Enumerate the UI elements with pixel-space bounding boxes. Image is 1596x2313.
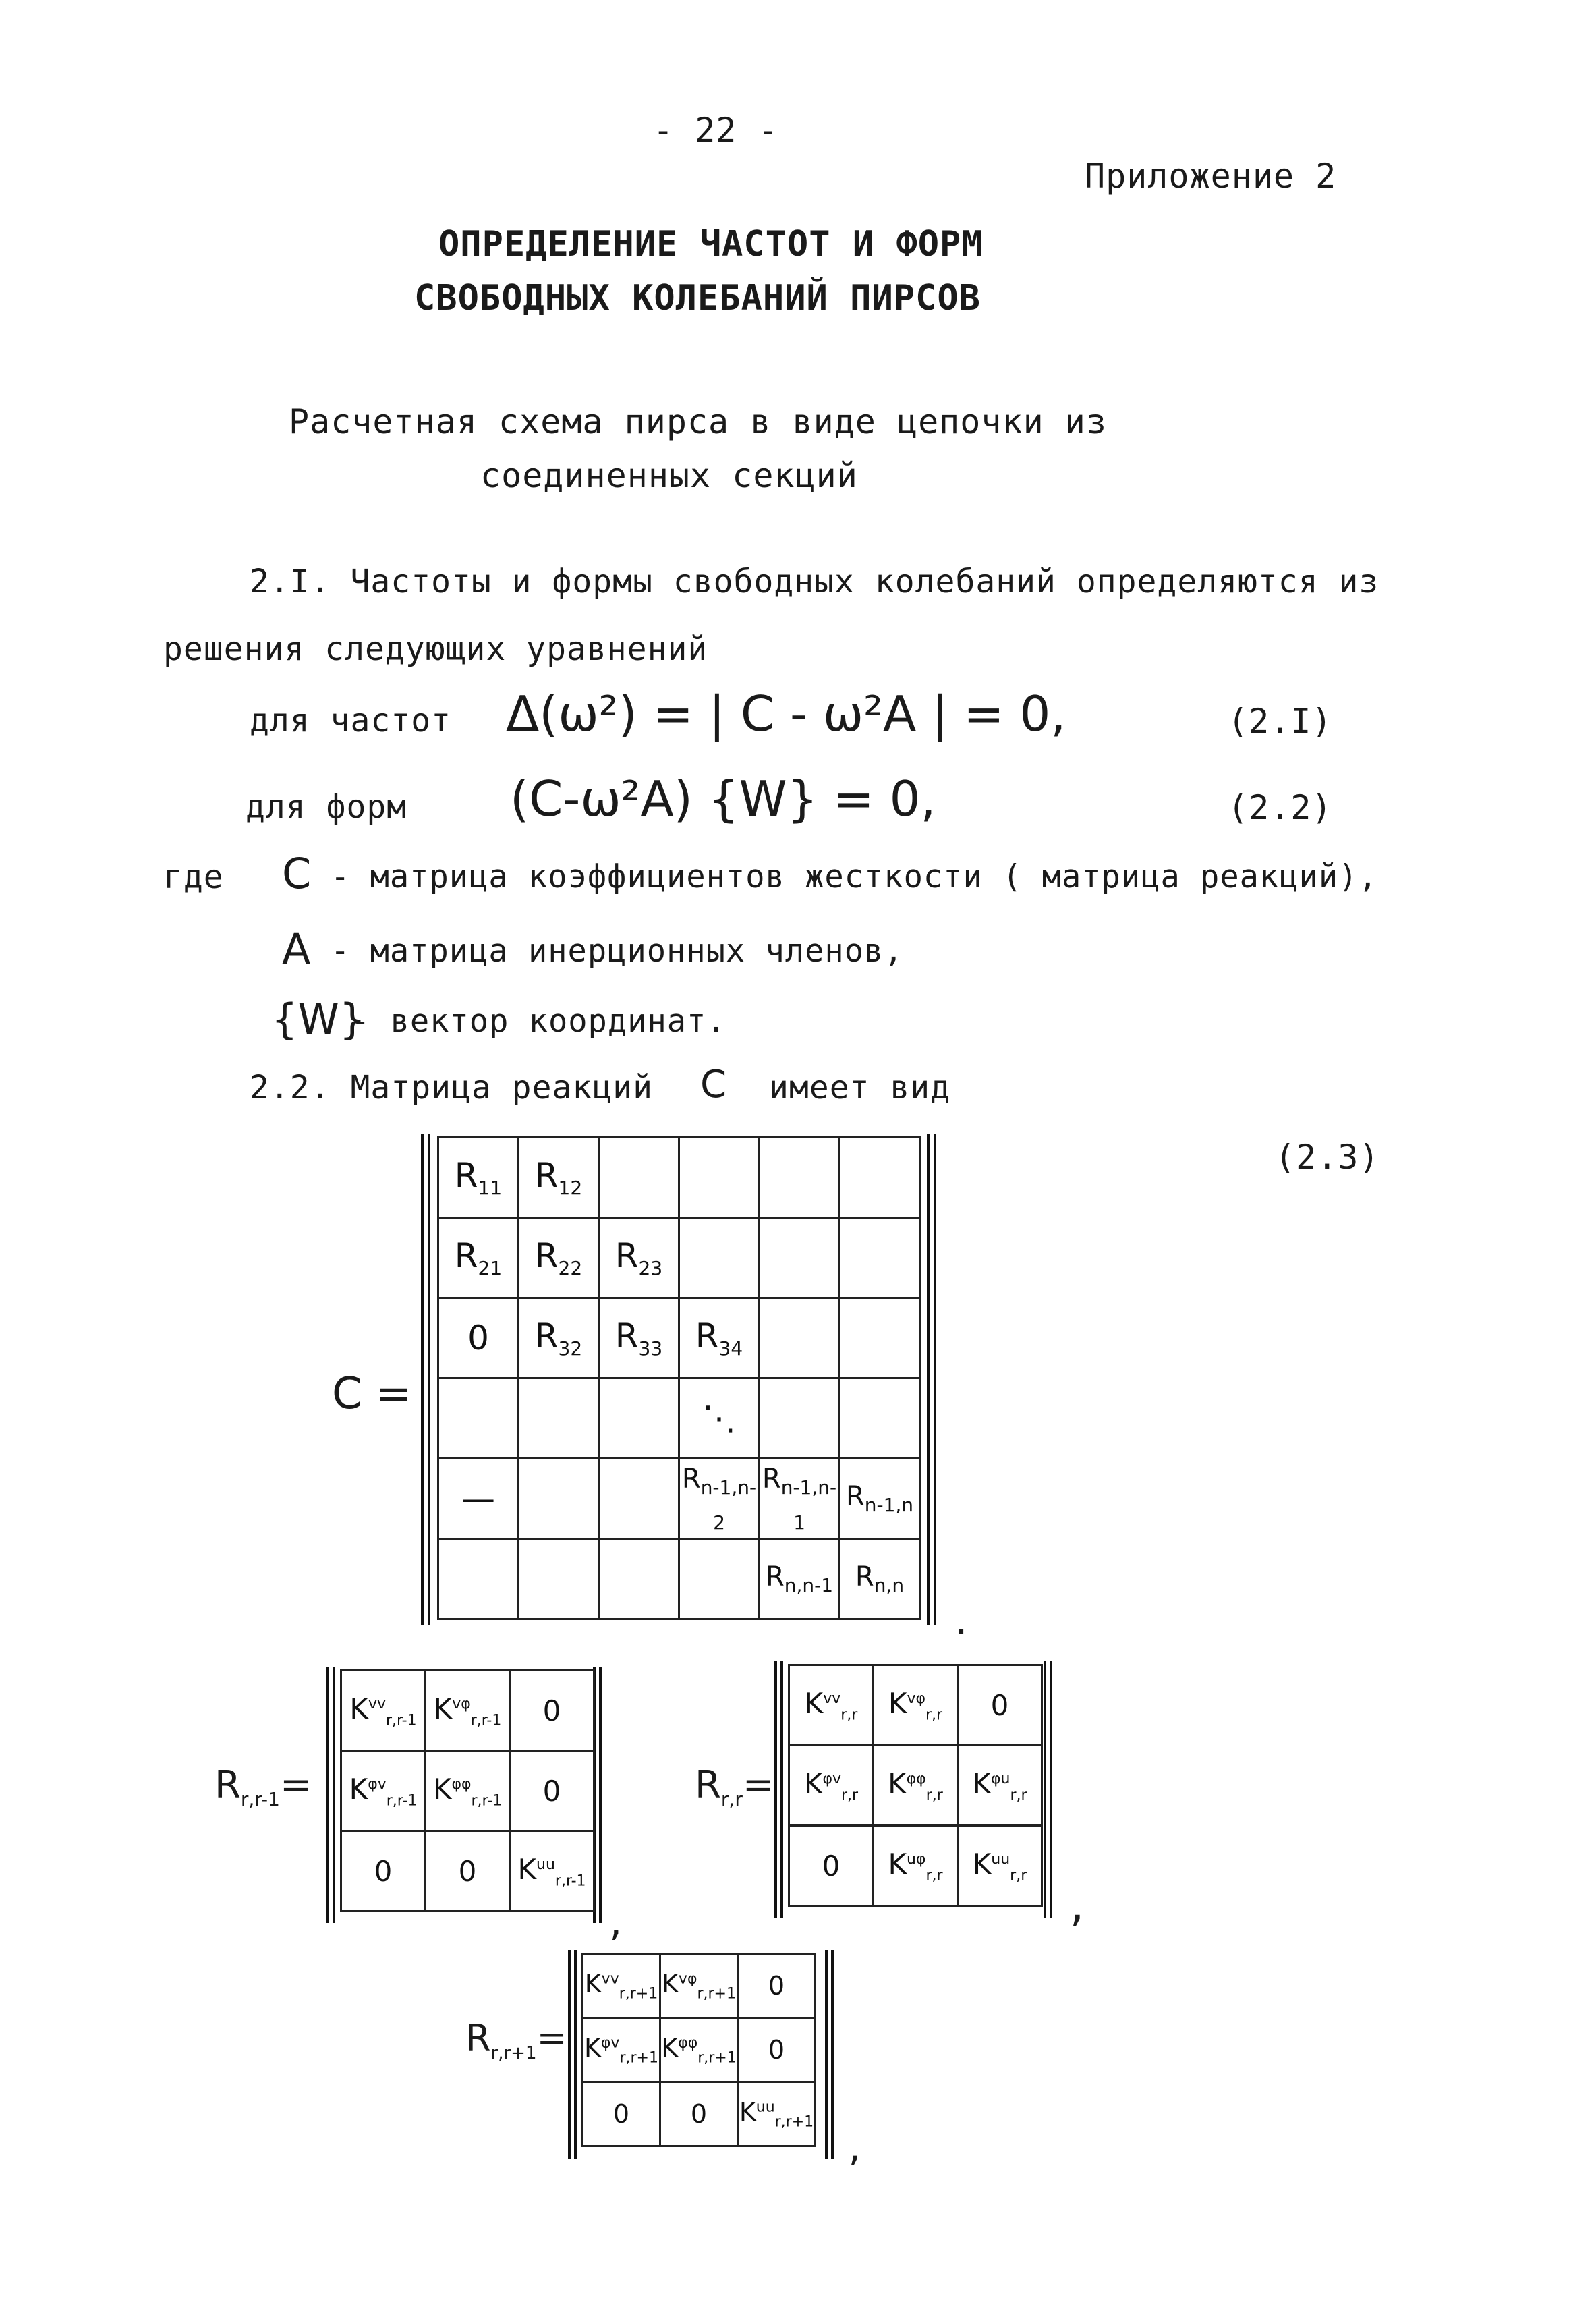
matrix-c-cell (679, 1218, 760, 1298)
matrix-c-cell: — (438, 1459, 519, 1539)
matrix-c-cell: $R_{21}$ (438, 1218, 519, 1298)
matrix-c-cell (679, 1539, 760, 1619)
matrix-c-cell (840, 1298, 920, 1378)
matrix-r-prev-comma: , (606, 1904, 627, 1943)
a-definition: - матрица инерционных членов, (331, 932, 904, 970)
matrix-r-next-cell: 0 (738, 2018, 816, 2082)
matrix-r-same-comma: , (1066, 1886, 1089, 1930)
matrix-r-same-cell: $K^{u\varphi}_{r,r}$ (874, 1826, 958, 1906)
matrix-c-period: . (951, 1603, 973, 1642)
appendix-label: Приложение 2 (1085, 157, 1337, 196)
matrix-c-cell: $R_{n-1,n}$ (840, 1459, 920, 1539)
matrix-r-next-cell: $K^{v\varphi}_{r,r+1}$ (660, 1954, 738, 2018)
matrix-r-prev (326, 1667, 602, 1923)
matrix-r-same (774, 1661, 1052, 1918)
eq1-formula: Δ(ω²) = | C - ω²A | = 0, (506, 686, 1066, 742)
matrix-c-cell (599, 1539, 679, 1619)
paragraph-2-1-line-1: 2.I. Частоты и формы свободных колебаний определяются из (250, 563, 1379, 601)
matrix-c-cell (840, 1378, 920, 1459)
matrix-r-same-cell: $K^{vv}_{r,r}$ (789, 1665, 874, 1746)
w-symbol: {W} (271, 995, 366, 1044)
matrix-c-cell (760, 1378, 840, 1459)
matrix-c-cell (438, 1539, 519, 1619)
matrix-c-cell (519, 1378, 599, 1459)
matrix-r-next-cell: $K^{\varphi\varphi}_{r,r+1}$ (660, 2018, 738, 2082)
matrix-c-cell: $R_{34}$ (679, 1298, 760, 1378)
matrix-r-prev-cell: 0 (341, 1831, 426, 1912)
matrix-c-cell (840, 1138, 920, 1218)
matrix-r-prev-cell: $K^{\varphi v}_{r,r-1}$ (341, 1751, 426, 1831)
matrix-r-prev-cell: $K^{uu}_{r,r-1}$ (510, 1831, 594, 1912)
matrix-c-cell (679, 1138, 760, 1218)
matrix-r-prev-cell: 0 (510, 1751, 594, 1831)
matrix-r-prev-label: $R_{r,r-1}=$ (215, 1763, 312, 1811)
matrix-c-cell (599, 1459, 679, 1539)
matrix-r-same-label: $R_{r,r}=$ (695, 1763, 774, 1811)
matrix-c (421, 1134, 936, 1625)
matrix-c-cell (760, 1138, 840, 1218)
matrix-r-next-comma: , (845, 2129, 866, 2169)
matrix-c-label: C = (332, 1369, 412, 1419)
matrix-c-cell (599, 1138, 679, 1218)
paragraph-2-2-symbol: C (700, 1063, 727, 1107)
page-number: - 22 - (653, 111, 779, 150)
where-word: где (163, 858, 224, 896)
matrix-r-next-cell: 0 (583, 2082, 660, 2146)
matrix-r-prev-cell: $K^{v\varphi}_{r,r-1}$ (426, 1671, 510, 1751)
matrix-r-same-cell: $K^{uu}_{r,r}$ (958, 1826, 1042, 1906)
matrix-r-same-cell: 0 (789, 1826, 874, 1906)
matrix-r-same-cell: $K^{\varphi v}_{r,r}$ (789, 1746, 874, 1826)
matrix-c-cell (599, 1378, 679, 1459)
matrix-c-cell (519, 1539, 599, 1619)
paragraph-2-2-tail: имеет вид (769, 1069, 951, 1107)
matrix-c-cell (519, 1459, 599, 1539)
eq2-formula: (C-ω²A) {W} = 0, (510, 771, 936, 827)
matrix-c-cell: $R_{n-1,n-1}$ (760, 1459, 840, 1539)
matrix-r-prev-cell: 0 (426, 1831, 510, 1912)
matrix-r-next-label: $R_{r,r+1}=$ (465, 2017, 567, 2063)
title-line-1: ОПРЕДЕЛЕНИЕ ЧАСТОТ И ФОРМ (438, 224, 984, 264)
matrix-c-cell: $R_{23}$ (599, 1218, 679, 1298)
matrix-r-prev-cell: 0 (510, 1671, 594, 1751)
matrix-r-same-cell: $K^{v\varphi}_{r,r}$ (874, 1665, 958, 1746)
matrix-c-cell: $R_{12}$ (519, 1138, 599, 1218)
matrix-r-same-cell: $K^{\varphi u}_{r,r}$ (958, 1746, 1042, 1826)
matrix-r-prev-cell: $K^{vv}_{r,r-1}$ (341, 1671, 426, 1751)
matrix-c-cell (760, 1298, 840, 1378)
matrix-r-prev-cell: $K^{\varphi\varphi}_{r,r-1}$ (426, 1751, 510, 1831)
matrix-c-cell: $R_{11}$ (438, 1138, 519, 1218)
matrix-c-cell: $R_{n,n-1}$ (760, 1539, 840, 1619)
matrix-c-cell (840, 1218, 920, 1298)
matrix-c-cell: 0 (438, 1298, 519, 1378)
matrix-r-same-cell: 0 (958, 1665, 1042, 1746)
matrix-r-same-cell: $K^{\varphi\varphi}_{r,r}$ (874, 1746, 958, 1826)
title-line-2: СВОБОДНЫХ КОЛЕБАНИЙ ПИРСОВ (414, 278, 981, 318)
matrix-c-cell (438, 1378, 519, 1459)
eq2-number: (2.2) (1228, 788, 1333, 827)
eq3-number: (2.3) (1275, 1138, 1380, 1177)
c-definition: - матрица коэффициентов жесткости ( матрица реакций), (331, 858, 1378, 895)
matrix-c-cell: $R_{n,n}$ (840, 1539, 920, 1619)
matrix-r-next-cell: 0 (660, 2082, 738, 2146)
matrix-r-next-cell: $K^{\varphi v}_{r,r+1}$ (583, 2018, 660, 2082)
matrix-r-next (568, 1950, 834, 2159)
matrix-c-cell: $R_{22}$ (519, 1218, 599, 1298)
matrix-r-next-cell: 0 (738, 1954, 816, 2018)
subtitle-line-2: соединенных секций (480, 456, 858, 495)
matrix-c-cell: $R_{33}$ (599, 1298, 679, 1378)
subtitle-line-1: Расчетная схема пирса в виде цепочки из (289, 402, 1107, 441)
paragraph-2-2: 2.2. Матрица реакций (250, 1069, 653, 1107)
matrix-r-next-cell: $K^{uu}_{r,r+1}$ (738, 2082, 816, 2146)
matrix-c-cell: $R_{n-1,n-2}$ (679, 1459, 760, 1539)
a-symbol: A (282, 924, 311, 974)
matrix-c-cell: $R_{32}$ (519, 1298, 599, 1378)
matrix-r-next-cell: $K^{vv}_{r,r+1}$ (583, 1954, 660, 2018)
eq1-number: (2.I) (1228, 702, 1333, 741)
w-definition: - вектор координат. (351, 1003, 726, 1040)
matrix-c-cell (760, 1218, 840, 1298)
eq2-label: для форм (246, 788, 407, 826)
paragraph-2-1-line-2: решения следующих уравнений (163, 630, 708, 668)
eq1-label: для частот (250, 702, 451, 740)
c-symbol: C (282, 849, 312, 898)
matrix-c-cell: ⋱ (679, 1378, 760, 1459)
